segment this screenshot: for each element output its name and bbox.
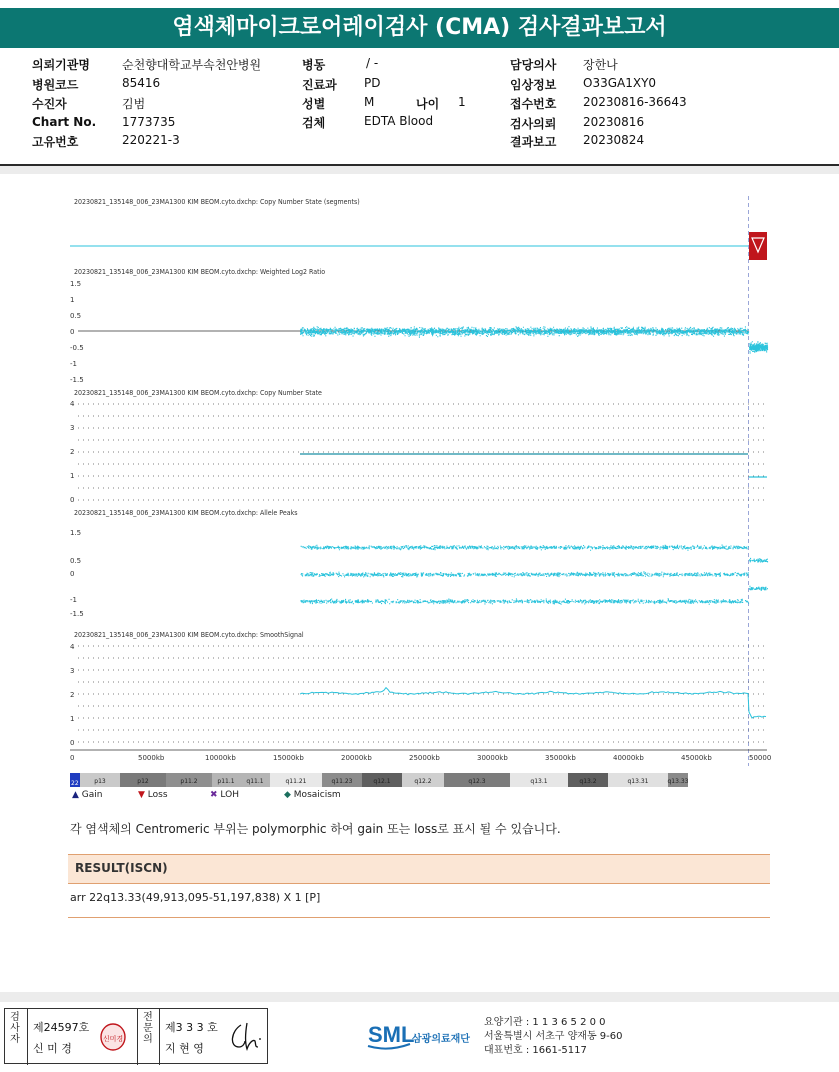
band-label: q12.2 [414, 778, 432, 785]
specialist-name: 지 현 영 [165, 1042, 204, 1055]
p3-tick: 4 [70, 400, 75, 408]
info-label: 검사의뢰 [510, 117, 557, 131]
specialist-signature [225, 1017, 267, 1057]
band-label: p13 [94, 778, 106, 785]
info-value: 220221-3 [122, 133, 180, 147]
gray-separator [0, 166, 839, 174]
examiner-name: 신 미 경 [33, 1042, 72, 1055]
signal-points [301, 571, 749, 577]
x-tick: 10000kb [205, 754, 236, 762]
loh-icon: ✖ [210, 790, 218, 800]
p5-grid [78, 646, 767, 742]
x-tick: 30000kb [477, 754, 508, 762]
p3-tick: 0 [70, 496, 75, 504]
x-tick: 5000kb [138, 754, 165, 762]
info-label: Chart No. [32, 115, 97, 129]
info-value: 김범 [122, 97, 146, 111]
info-value: O33GA1XY0 [583, 76, 657, 90]
legend-mosaicism-label: Mosaicism [293, 790, 341, 800]
org-name: 삼광의료재단 [412, 1034, 470, 1045]
band-label: q11.1 [246, 778, 264, 785]
legend-loh-label: LOH [220, 790, 239, 800]
signal-points [300, 598, 749, 604]
band-label: q13.33 [667, 778, 689, 785]
org-phone: 대표번호 : 1661-5117 [484, 1045, 587, 1056]
loss-marker[interactable] [749, 232, 767, 260]
p5-tick: 0 [70, 739, 75, 747]
result-iscn: arr 22q13.33(49,913,095-51,197,838) X 1 [P] [70, 891, 321, 904]
x-tick: 20000kb [341, 754, 372, 762]
p3-grid [78, 404, 767, 500]
x-tick: 0 [70, 754, 75, 762]
info-value: PD [364, 76, 381, 90]
band-label: q12.3 [468, 778, 486, 785]
legend-gain-label: Gain [81, 790, 103, 800]
p3-axis [70, 400, 75, 504]
signal-points [749, 586, 768, 591]
p4-tick: 0 [70, 570, 75, 578]
examiner-seal [99, 1023, 129, 1053]
org-code: 요양기관 : 1 1 3 6 5 2 0 0 [484, 1017, 606, 1028]
info-value: EDTA Blood [364, 114, 434, 128]
signal-points [749, 341, 768, 353]
legend-gain [72, 790, 103, 800]
p2-tick: 0 [70, 328, 75, 336]
examiner-number: 제24597호 [33, 1021, 90, 1034]
p4-tick: 1.5 [70, 529, 82, 537]
p4-tick: 0.5 [70, 557, 82, 565]
band-label: p12 [137, 778, 149, 785]
legend-mosaicism [284, 790, 341, 800]
p2-tick: -0.5 [70, 344, 84, 352]
signal-points [300, 326, 749, 338]
info-value: 20230816-36643 [583, 95, 687, 109]
panel-title-smooth: 20230821_135148_006_23MA1300 KIM BEOM.cyto.dxchp: SmoothSignal [74, 631, 304, 639]
p3-tick: 3 [70, 424, 75, 432]
info-value: 20230824 [583, 133, 645, 147]
info-label: 고유번호 [32, 135, 79, 149]
chromosome-ideogram [70, 773, 689, 787]
x-tick: 45000kb [681, 754, 712, 762]
info-value: 20230816 [583, 115, 645, 129]
x-tick: 50000 [749, 754, 772, 762]
info-label: 성별 [302, 97, 326, 111]
band-label: q11.21 [285, 778, 307, 785]
band-label: q13.31 [627, 778, 649, 785]
info-label: 수진자 [32, 97, 67, 111]
gain-triangle-icon: ▲ [72, 790, 79, 800]
legend-loss-label: Loss [147, 790, 168, 800]
p4-tick: -1 [70, 596, 77, 604]
signal-points [301, 545, 749, 551]
band-label: q12.1 [373, 778, 391, 785]
p2-tick: -1.5 [70, 376, 84, 384]
smooth-signal-line [300, 688, 766, 718]
mosaicism-diamond-icon: ◆ [284, 790, 291, 800]
info-value: 1773735 [122, 115, 176, 129]
info-label: 병원코드 [32, 78, 79, 92]
p5-tick: 3 [70, 667, 75, 675]
patient-info [0, 52, 839, 164]
panel-title-cn-state: 20230821_135148_006_23MA1300 KIM BEOM.cyto.dxchp: Copy Number State [74, 389, 322, 397]
info-value: 85416 [122, 76, 161, 90]
x-tick: 40000kb [613, 754, 644, 762]
centromere-note: 각 염색체의 Centromeric 부위는 polymorphic 하여 gain 또는 loss로 표시 될 수 있습니다. [70, 822, 561, 836]
info-label: 진료과 [302, 78, 337, 92]
info-label: 담당의사 [510, 58, 557, 72]
p2-tick: 1 [70, 296, 75, 304]
x-tick: 35000kb [545, 754, 576, 762]
x-axis [70, 754, 771, 762]
log2-ratio-points [300, 326, 768, 354]
p4-tick: -1.5 [70, 610, 84, 618]
org-address: 서울특별시 서초구 양재동 9-60 [484, 1031, 623, 1042]
info-label: 의뢰기관명 [32, 58, 90, 72]
info-label: 병동 [302, 58, 326, 72]
band-label: q13.1 [530, 778, 548, 785]
legend-loh [210, 790, 239, 800]
p3-tick: 1 [70, 472, 75, 480]
result-heading: RESULT(ISCN) [68, 854, 770, 884]
x-tick: 25000kb [409, 754, 440, 762]
legend-loss [138, 790, 168, 800]
sig-divider [159, 1009, 160, 1065]
logo-text: SML [368, 1022, 415, 1047]
age-value: 1 [458, 95, 466, 109]
loss-triangle-icon: ▼ [138, 790, 145, 800]
result-divider [68, 917, 770, 918]
examiner-label: 검사자 [10, 1012, 20, 1045]
panel-title-allele: 20230821_135148_006_23MA1300 KIM BEOM.cyto.dxchp: Allele Peaks [74, 509, 298, 517]
info-label: 임상정보 [510, 78, 557, 92]
signal-points [749, 558, 768, 563]
p4-axis [70, 529, 84, 618]
sml-logo [366, 1016, 482, 1056]
p2-tick: -1 [70, 360, 77, 368]
age-label: 나이 [416, 97, 440, 111]
info-value: 장한나 [583, 58, 618, 72]
specialist-number: 제3 3 3 호 [165, 1021, 218, 1034]
org-details [484, 1016, 623, 1058]
band-label: q13.2 [579, 778, 597, 785]
p2-tick: 1.5 [70, 280, 82, 288]
panel-title-log2: 20230821_135148_006_23MA1300 KIM BEOM.cyto.dxchp: Weighted Log2 Ratio [74, 268, 326, 276]
info-value: / - [366, 56, 379, 70]
info-label: 접수번호 [510, 97, 557, 111]
p5-tick: 2 [70, 691, 75, 699]
panel-title-segments: 20230821_135148_006_23MA1300 KIM BEOM.cyto.dxchp: Copy Number State (segments) [74, 198, 360, 206]
band-label: p11.1 [217, 778, 235, 785]
p3-tick: 2 [70, 448, 75, 456]
band-label: q11.23 [331, 778, 353, 785]
info-value: 순천향대학교부속천안병원 [122, 58, 262, 72]
p5-tick: 1 [70, 715, 75, 723]
band-label: p11.2 [180, 778, 198, 785]
chrom-label: 22 [71, 780, 79, 787]
p2-tick: 0.5 [70, 312, 82, 320]
footer-separator [0, 992, 839, 1002]
p5-axis [70, 643, 75, 747]
p2-axis [70, 280, 84, 384]
info-value: M [364, 95, 375, 109]
x-tick: 15000kb [273, 754, 304, 762]
seal-text: 신미경 [102, 1035, 124, 1043]
info-label: 검체 [302, 116, 326, 130]
sig-divider [137, 1009, 138, 1065]
cma-plot-area [0, 176, 839, 816]
allele-peak-points [300, 545, 768, 605]
specialist-label: 전문의 [143, 1012, 153, 1045]
cma-plot [0, 176, 839, 816]
sig-divider [27, 1009, 28, 1065]
signature-box [4, 1008, 268, 1064]
p5-tick: 4 [70, 643, 75, 651]
info-label: 결과보고 [510, 135, 557, 149]
report-title: 염색체마이크로어레이검사 (CMA) 검사결과보고서 [0, 8, 839, 48]
